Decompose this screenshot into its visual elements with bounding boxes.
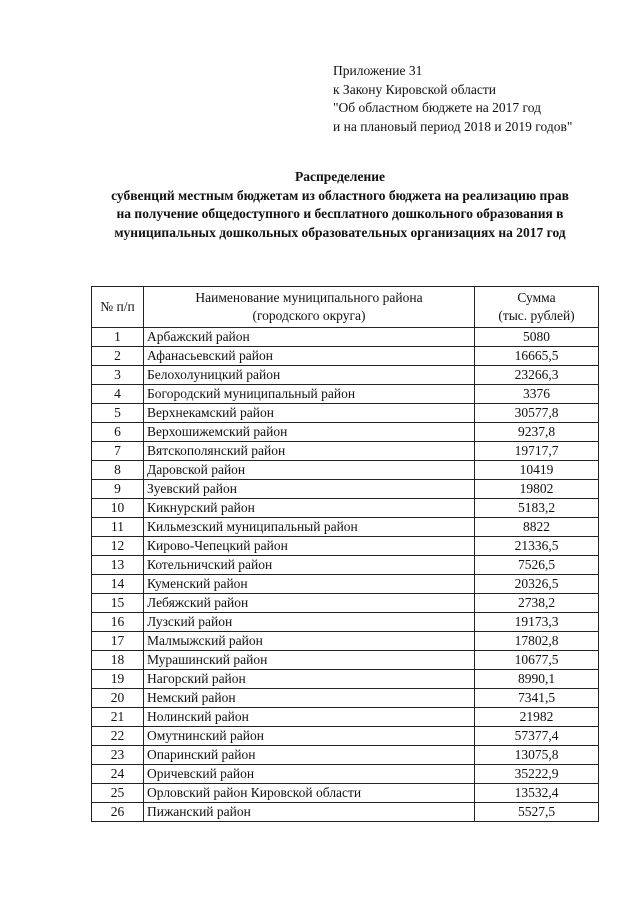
row-number: 12 (92, 537, 144, 556)
subsidy-amount: 19717,7 (475, 442, 599, 461)
table-row (92, 575, 599, 594)
district-name: Верхнекамский район (144, 404, 475, 423)
subsidy-amount: 35222,9 (475, 765, 599, 784)
district-name: Кильмезский муниципальный район (144, 518, 475, 537)
subsidy-amount: 10419 (475, 461, 599, 480)
district-name: Малмыжский район (144, 632, 475, 651)
district-name: Зуевский район (144, 480, 475, 499)
subsidy-amount: 21336,5 (475, 537, 599, 556)
subsidy-amount: 9237,8 (475, 423, 599, 442)
title-line: муниципальных дошкольных образовательных организациях на 2017 год (114, 224, 566, 240)
row-number: 10 (92, 499, 144, 518)
subsidy-amount: 19802 (475, 480, 599, 499)
district-name: Пижанский район (144, 803, 475, 822)
subsidy-amount: 19173,3 (475, 613, 599, 632)
subsidy-amount: 5527,5 (475, 803, 599, 822)
table-row (92, 784, 599, 803)
subsidy-amount: 17802,8 (475, 632, 599, 651)
table-row (92, 328, 599, 347)
title-line: субвенций местным бюджетам из областного бюджета на реализацию прав (111, 187, 569, 203)
title-line: Распределение (294, 169, 386, 184)
subsidy-amount: 57377,4 (475, 727, 599, 746)
table-row (92, 803, 599, 822)
district-name: Куменский район (144, 575, 475, 594)
table-row (92, 442, 599, 461)
table-row (92, 765, 599, 784)
subsidy-amount: 8990,1 (475, 670, 599, 689)
subsidy-amount: 7341,5 (475, 689, 599, 708)
appendix-line: "Об областном бюджете на 2017 год (333, 100, 541, 115)
table-row (92, 556, 599, 575)
district-name: Опаринский район (144, 746, 475, 765)
subsidy-amount: 5183,2 (475, 499, 599, 518)
district-name: Даровской район (144, 461, 475, 480)
table-row (92, 537, 599, 556)
row-number: 25 (92, 784, 144, 803)
row-number: 6 (92, 423, 144, 442)
row-number: 15 (92, 594, 144, 613)
district-name: Белохолуницкий район (144, 366, 475, 385)
table-row (92, 651, 599, 670)
subsidy-amount: 5080 (475, 328, 599, 347)
table-body (92, 328, 599, 822)
row-number: 18 (92, 651, 144, 670)
row-number: 7 (92, 442, 144, 461)
district-name: Омутнинский район (144, 727, 475, 746)
table-row (92, 670, 599, 689)
header-name: Наименование муниципального района (городского округа) (144, 287, 475, 328)
subsidy-amount: 20326,5 (475, 575, 599, 594)
subsidy-amount: 21982 (475, 708, 599, 727)
row-number: 21 (92, 708, 144, 727)
table-row (92, 385, 599, 404)
subsidy-amount: 10677,5 (475, 651, 599, 670)
district-name: Лузский район (144, 613, 475, 632)
district-name: Немский район (144, 689, 475, 708)
district-name: Кирово-Чепецкий район (144, 537, 475, 556)
subsidy-amount: 3376 (475, 385, 599, 404)
district-name: Кикнурский район (144, 499, 475, 518)
district-name: Орловский район Кировской области (144, 784, 475, 803)
table-row (92, 480, 599, 499)
header-num: № п/п (92, 287, 144, 328)
subsidy-amount: 2738,2 (475, 594, 599, 613)
subsidy-amount: 7526,5 (475, 556, 599, 575)
table-row (92, 366, 599, 385)
district-name: Вятскополянский район (144, 442, 475, 461)
district-name: Нагорский район (144, 670, 475, 689)
table-row (92, 499, 599, 518)
subsidy-amount: 13532,4 (475, 784, 599, 803)
table-row (92, 727, 599, 746)
row-number: 16 (92, 613, 144, 632)
row-number: 11 (92, 518, 144, 537)
table-row (92, 594, 599, 613)
subsidy-amount: 8822 (475, 518, 599, 537)
header-sum: Сумма (тыс. рублей) (475, 287, 599, 328)
distribution-table (91, 286, 599, 822)
table-row (92, 613, 599, 632)
document-title (60, 168, 620, 242)
table-row (92, 632, 599, 651)
appendix-block (333, 62, 572, 136)
district-name: Лебяжский район (144, 594, 475, 613)
row-number: 5 (92, 404, 144, 423)
district-name: Афанасьевский район (144, 347, 475, 366)
subsidy-amount: 23266,3 (475, 366, 599, 385)
subsidy-amount: 16665,5 (475, 347, 599, 366)
table-row (92, 689, 599, 708)
table-row (92, 708, 599, 727)
district-name: Мурашинский район (144, 651, 475, 670)
district-name: Котельничский район (144, 556, 475, 575)
table-row (92, 423, 599, 442)
appendix-line: и на плановый период 2018 и 2019 годов" (333, 118, 573, 134)
table-row (92, 461, 599, 480)
district-name: Оричевский район (144, 765, 475, 784)
subsidy-amount: 30577,8 (475, 404, 599, 423)
table-row (92, 518, 599, 537)
subsidy-amount: 13075,8 (475, 746, 599, 765)
district-name: Арбажский район (144, 328, 475, 347)
row-number: 2 (92, 347, 144, 366)
row-number: 26 (92, 803, 144, 822)
district-name: Нолинский район (144, 708, 475, 727)
row-number: 13 (92, 556, 144, 575)
appendix-line: Приложение 31 (333, 63, 423, 78)
row-number: 19 (92, 670, 144, 689)
district-name: Верхошижемский район (144, 423, 475, 442)
row-number: 1 (92, 328, 144, 347)
district-name: Богородский муниципальный район (144, 385, 475, 404)
table-row (92, 746, 599, 765)
row-number: 17 (92, 632, 144, 651)
row-number: 24 (92, 765, 144, 784)
row-number: 23 (92, 746, 144, 765)
table-header-row (92, 287, 599, 328)
row-number: 4 (92, 385, 144, 404)
table-row (92, 404, 599, 423)
row-number: 3 (92, 366, 144, 385)
row-number: 22 (92, 727, 144, 746)
row-number: 20 (92, 689, 144, 708)
row-number: 14 (92, 575, 144, 594)
row-number: 9 (92, 480, 144, 499)
appendix-line: к Закону Кировской области (333, 81, 497, 97)
row-number: 8 (92, 461, 144, 480)
table-row (92, 347, 599, 366)
title-line: на получение общедоступного и бесплатного дошкольного образования в (116, 206, 564, 221)
